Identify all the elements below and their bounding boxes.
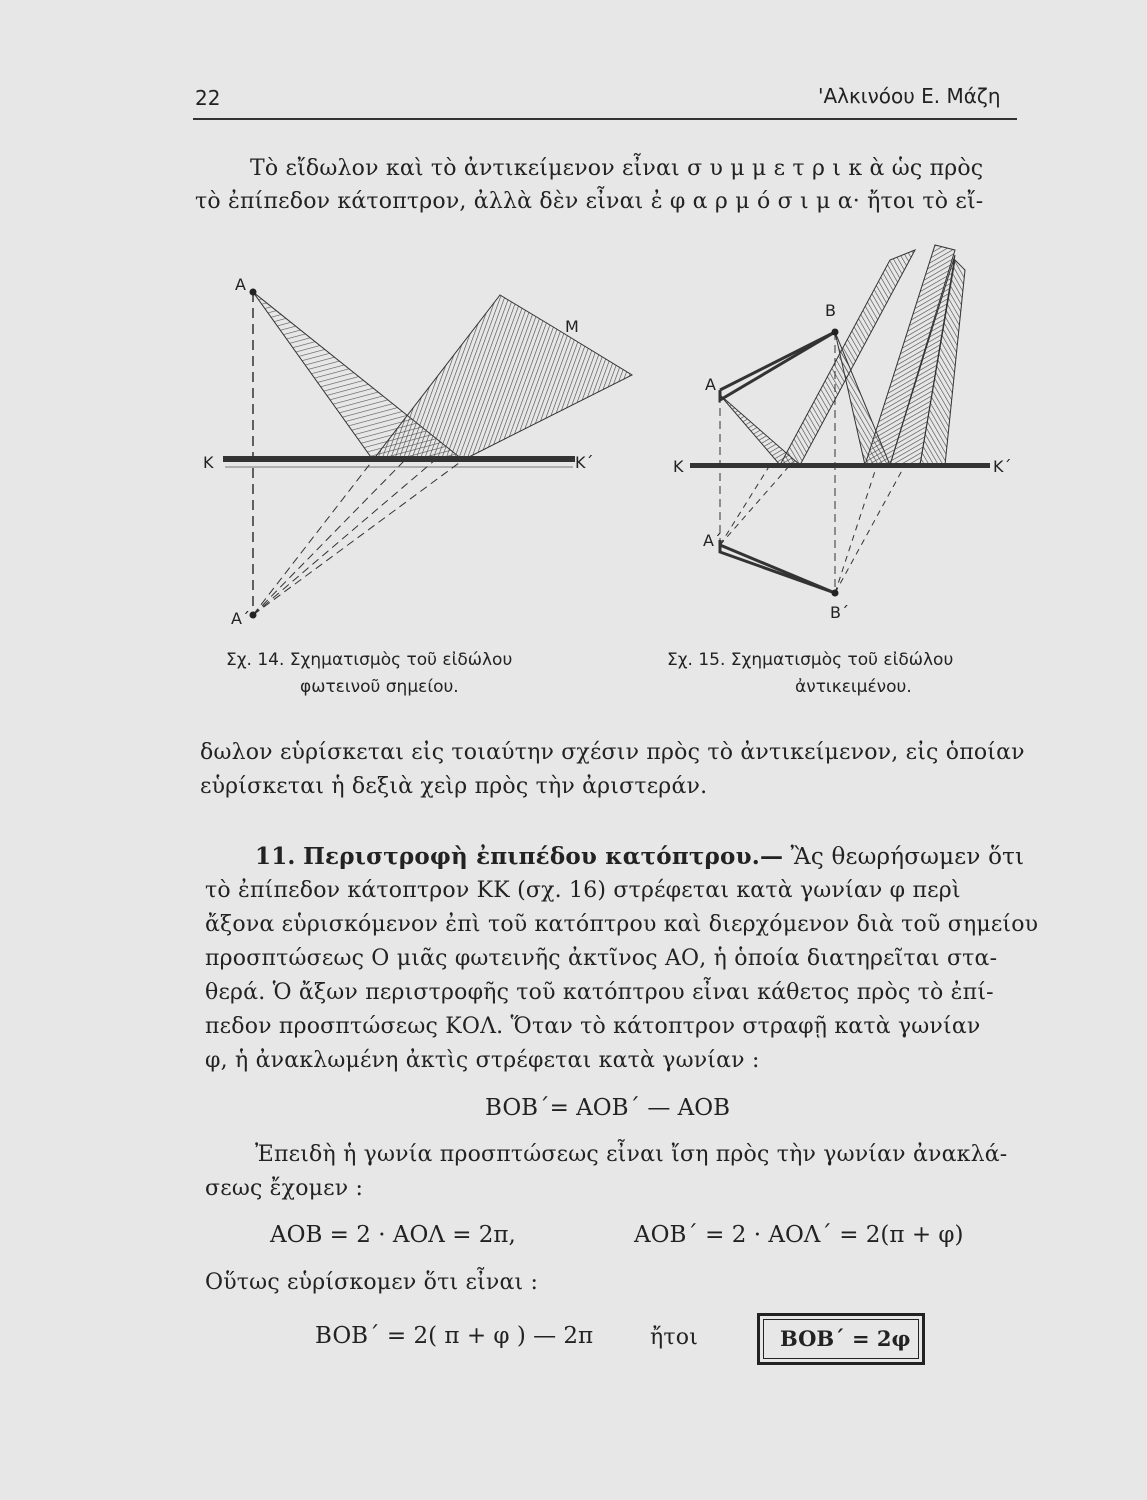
fig15-label-k-prime: K΄ bbox=[993, 457, 1012, 476]
formula-2-right: AOB΄ = 2 · AOΛ΄ = 2(π + φ) bbox=[634, 1222, 964, 1248]
figure-14-caption-line-2: φωτεινοῦ σημείου. bbox=[300, 677, 459, 697]
formula-3: BOB΄ = 2( π + φ ) — 2π bbox=[315, 1323, 594, 1349]
figure-14-diagram bbox=[195, 270, 635, 635]
connector-word: ἤτοι bbox=[650, 1325, 699, 1350]
paragraph-line-1: δωλον εὑρίσκεται εἰς τοιαύτην σχέσιν πρὸς τὸ ἀντικείμενον, εἰς ὁποίαν bbox=[200, 740, 1025, 765]
figure-15-caption-line-1: Σχ. 15. Σχηματισμὸς τοῦ εἰδώλου bbox=[667, 650, 954, 670]
result-box bbox=[757, 1313, 925, 1365]
fig14-label-a: A bbox=[235, 275, 246, 294]
fig14-label-k: K bbox=[203, 453, 214, 472]
section-line-5: πεδον προσπτώσεως ΚΟΛ. Ὅταν τὸ κάτοπτρον στραφῇ κατὰ γωνίαν bbox=[205, 1014, 981, 1039]
section-line-4: θερά. Ὁ ἄξων περιστροφῆς τοῦ κατόπτρου εἶναι κάθετος πρὸς τὸ ἐπί- bbox=[205, 980, 994, 1005]
fig15-label-k: K bbox=[673, 457, 684, 476]
section-line-1: τὸ ἐπίπεδον κάτοπτρον ΚΚ (σχ. 16) στρέφεται κατὰ γωνίαν φ περὶ bbox=[205, 878, 961, 903]
intro-line-2: τὸ ἐπίπεδον κάτοπτρον, ἀλλὰ δὲν εἶναι ἐ φ α ρ μ ό σ ι μ α· ἤτοι τὸ εἴ- bbox=[195, 189, 984, 214]
fig15-label-a-prime: A΄ bbox=[703, 531, 722, 550]
text-before-formula-2-line-2: σεως ἔχομεν : bbox=[205, 1176, 364, 1201]
intro-line-1: Τὸ εἴδωλον καὶ τὸ ἀντικείμενον εἶναι σ υ μ μ ε τ ρ ι κ ὰ ὡς πρὸς bbox=[250, 156, 984, 181]
result-formula: BOB΄ = 2φ bbox=[780, 1326, 911, 1351]
figure-15-diagram bbox=[665, 240, 1037, 625]
formula-1: BOB΄= AOB΄ — AOB bbox=[485, 1095, 731, 1121]
figure-14-caption-line-1: Σχ. 14. Σχηματισμὸς τοῦ εἰδώλου bbox=[226, 650, 513, 670]
section-line-6: φ, ἡ ἀνακλωμένη ἀκτὶς στρέφεται κατὰ γωνίαν : bbox=[205, 1048, 760, 1073]
fig14-label-m: M bbox=[565, 317, 579, 336]
fig15-label-b: B bbox=[825, 301, 836, 320]
section-line-2: ἄξονα εὑρισκόμενον ἐπὶ τοῦ κατόπτρου καὶ διερχόμενον διὰ τοῦ σημείου bbox=[205, 912, 1039, 937]
fig15-label-a: A bbox=[705, 375, 716, 394]
fig14-label-k-prime: K΄ bbox=[575, 453, 594, 472]
text-before-formula-3: Οὕτως εὑρίσκομεν ὅτι εἶναι : bbox=[205, 1270, 539, 1295]
section-first-line-rest: Ἂς θεωρήσωμεν ὅτι bbox=[790, 844, 1025, 870]
section-title: Περιστροφὴ ἐπιπέδου κατόπτρου.— bbox=[303, 843, 784, 870]
fig15-label-b-prime: B΄ bbox=[830, 603, 849, 622]
figure-15-caption-line-2: ἀντικειμένου. bbox=[795, 677, 912, 697]
page-number: 22 bbox=[195, 86, 221, 110]
section-heading-line bbox=[255, 843, 1024, 870]
section-number: 11. bbox=[255, 843, 296, 870]
formula-2-left: AOB = 2 · AOΛ = 2π, bbox=[270, 1222, 516, 1248]
paragraph-line-2: εὑρίσκεται ἡ δεξιὰ χεὶρ πρὸς τὴν ἀριστεράν. bbox=[200, 774, 708, 799]
fig14-label-a-prime: A΄ bbox=[231, 609, 250, 628]
section-line-3: προσπτώσεως Ο μιᾶς φωτεινῆς ἀκτῖνος ΑΟ, ἡ ὁποία διατηρεῖται στα- bbox=[205, 946, 998, 971]
running-header-author: 'Αλκινόου Ε. Μάζη bbox=[818, 84, 1001, 108]
header-rule bbox=[193, 118, 1017, 120]
text-before-formula-2-line-1: Ἐπειδὴ ἡ γωνία προσπτώσεως εἶναι ἴση πρὸς τὴν γωνίαν ἀνακλά- bbox=[255, 1142, 1008, 1167]
